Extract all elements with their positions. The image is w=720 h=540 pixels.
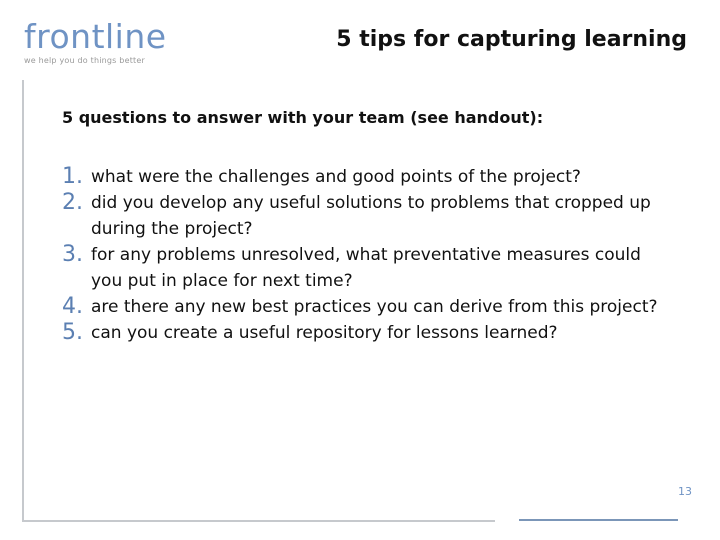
list-item-text: are there any new best practices you can derive from this project? [91,297,658,317]
frame-bottom-rule [22,520,495,522]
questions-list [62,164,662,346]
frame-bottom-accent-rule [519,519,678,521]
logo-tagline: we help you do things better [24,56,145,65]
list-item-text: did you develop any useful solutions to problems that cropped up during the project? [91,193,651,239]
logo-wordmark: frontline [24,17,167,56]
list-item-number: 5. [62,320,83,345]
list-item [62,164,662,190]
slide-title: 5 tips for capturing learning [336,27,687,52]
list-item [62,242,662,294]
list-item-text: what were the challenges and good points of the project? [91,167,581,187]
list-item-number: 1. [62,164,83,189]
list-item-text: for any problems unresolved, what preventative measures could you put in place for next time? [91,245,641,291]
list-item [62,320,662,346]
list-item [62,294,662,320]
list-item-number: 3. [62,242,83,267]
list-item-number: 4. [62,294,83,319]
frame-left-rule [22,80,24,522]
slide-subheading: 5 questions to answer with your team (see handout): [62,108,544,127]
list-item-number: 2. [62,190,83,215]
page-number: 13 [678,485,692,498]
list-item [62,190,662,242]
list-item-text: can you create a useful repository for lessons learned? [91,323,558,343]
frontline-logo [24,18,167,65]
